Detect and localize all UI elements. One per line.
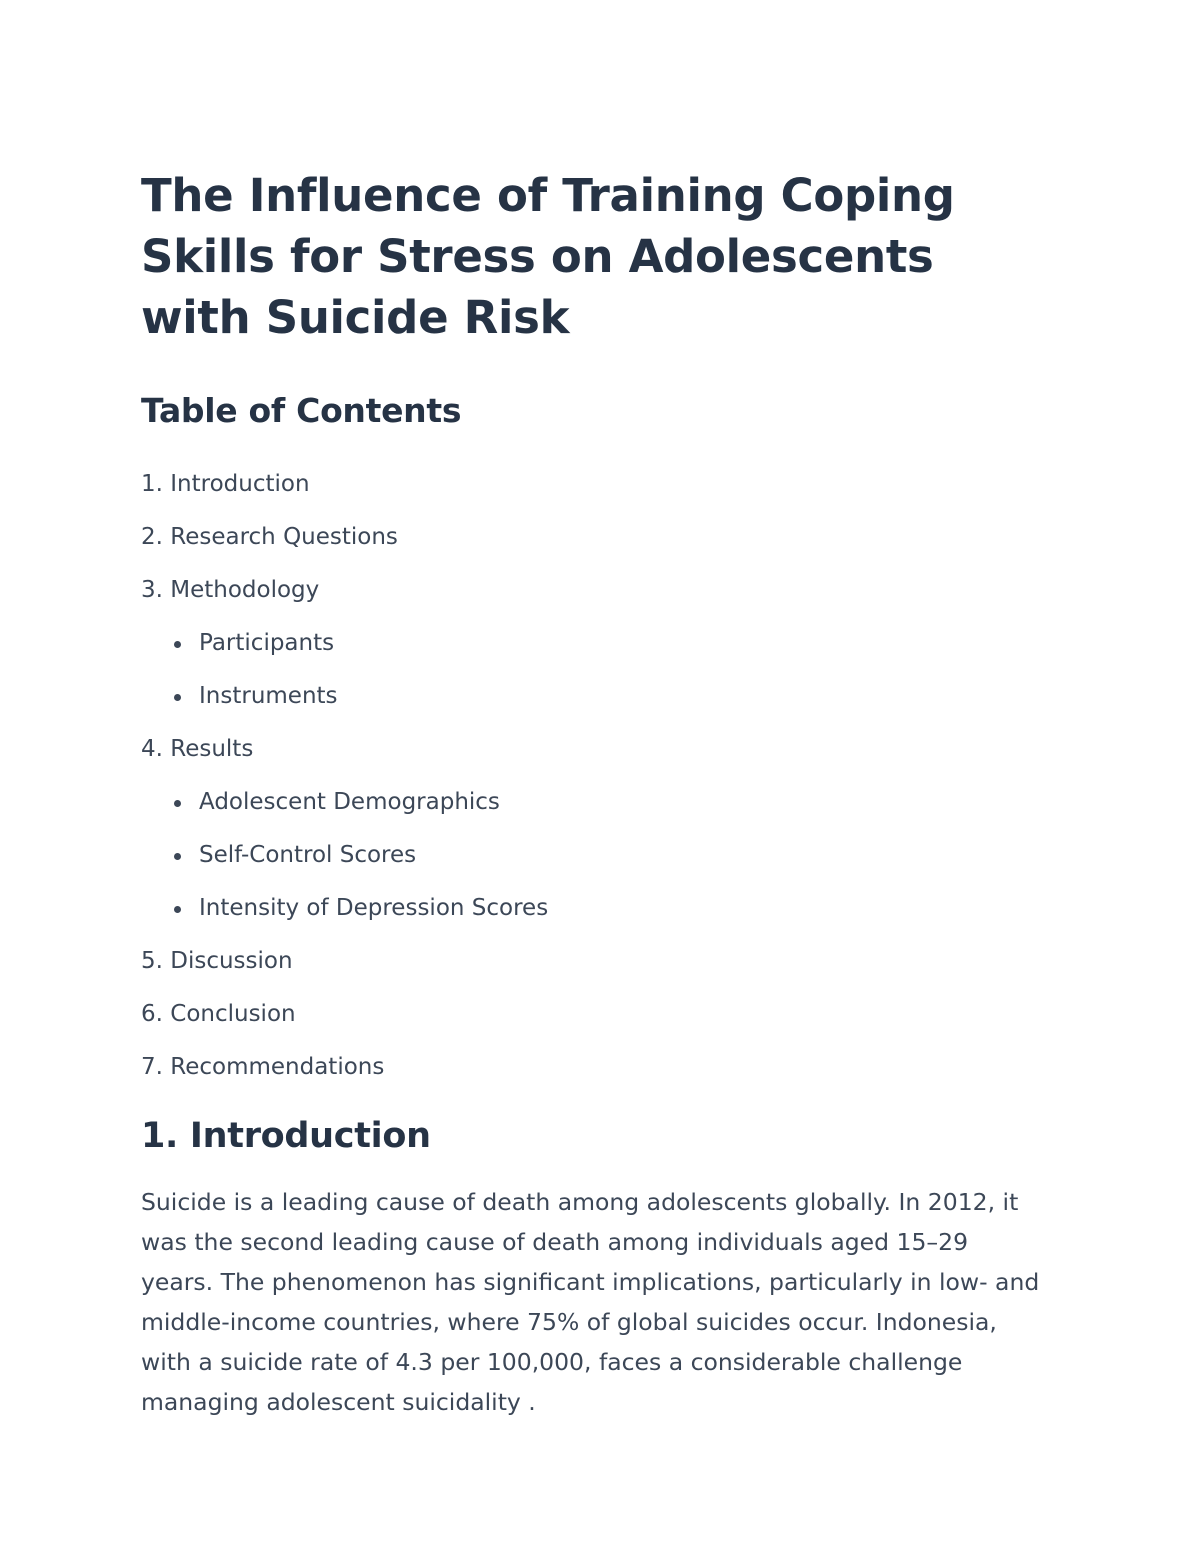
toc-subitem-label: Participants bbox=[199, 630, 335, 656]
document-title: The Influence of Training Coping Skills for Stress on Adolescents with Suicide Risk bbox=[141, 169, 955, 344]
toc-subitem-self-control-scores[interactable] bbox=[141, 829, 1051, 882]
toc-item-conclusion[interactable]: 6. Conclusion bbox=[141, 1001, 296, 1027]
table-of-contents bbox=[141, 458, 1051, 1094]
toc-subitem-label: Self-Control Scores bbox=[199, 842, 417, 868]
toc-subitem-label: Intensity of Depression Scores bbox=[199, 895, 549, 921]
introduction-paragraph: Suicide is a leading cause of death among adolescents globally. In 2012, it was the second leading cause of death among individuals aged 15–29 years. The phenomenon has significant implications, particularly in low- and middle-income countries, where 75% of global suicides occur. Indonesia, with a suicide rate of 4.3 per 100,000, faces a considerable challenge managing adolescent suicidality . bbox=[141, 1188, 1040, 1416]
toc-subitem-instruments[interactable] bbox=[141, 670, 1051, 723]
toc-subitem-label: Adolescent Demographics bbox=[199, 789, 500, 815]
toc-heading: Table of Contents bbox=[141, 391, 462, 430]
toc-item-discussion[interactable]: 5. Discussion bbox=[141, 948, 293, 974]
bullet-icon bbox=[174, 641, 181, 648]
bullet-icon bbox=[174, 906, 181, 913]
bullet-icon bbox=[174, 800, 181, 807]
toc-item-research-questions[interactable]: 2. Research Questions bbox=[141, 524, 398, 550]
toc-subitem-participants[interactable] bbox=[141, 617, 1051, 670]
toc-item-recommendations[interactable]: 7. Recommendations bbox=[141, 1054, 385, 1080]
toc-sublist-methodology bbox=[141, 617, 1051, 723]
toc-item-methodology[interactable]: 3. Methodology bbox=[141, 577, 320, 603]
toc-sublist-results bbox=[141, 776, 1051, 935]
section-heading-introduction: 1. Introduction bbox=[141, 1116, 431, 1156]
document-page bbox=[141, 165, 1051, 1422]
toc-item-introduction[interactable]: 1. Introduction bbox=[141, 471, 310, 497]
toc-subitem-label: Instruments bbox=[199, 683, 338, 709]
toc-subitem-adolescent-demographics[interactable] bbox=[141, 776, 1051, 829]
toc-subitem-depression-scores[interactable] bbox=[141, 882, 1051, 935]
bullet-icon bbox=[174, 694, 181, 701]
toc-item-results[interactable]: 4. Results bbox=[141, 736, 254, 762]
bullet-icon bbox=[174, 853, 181, 860]
